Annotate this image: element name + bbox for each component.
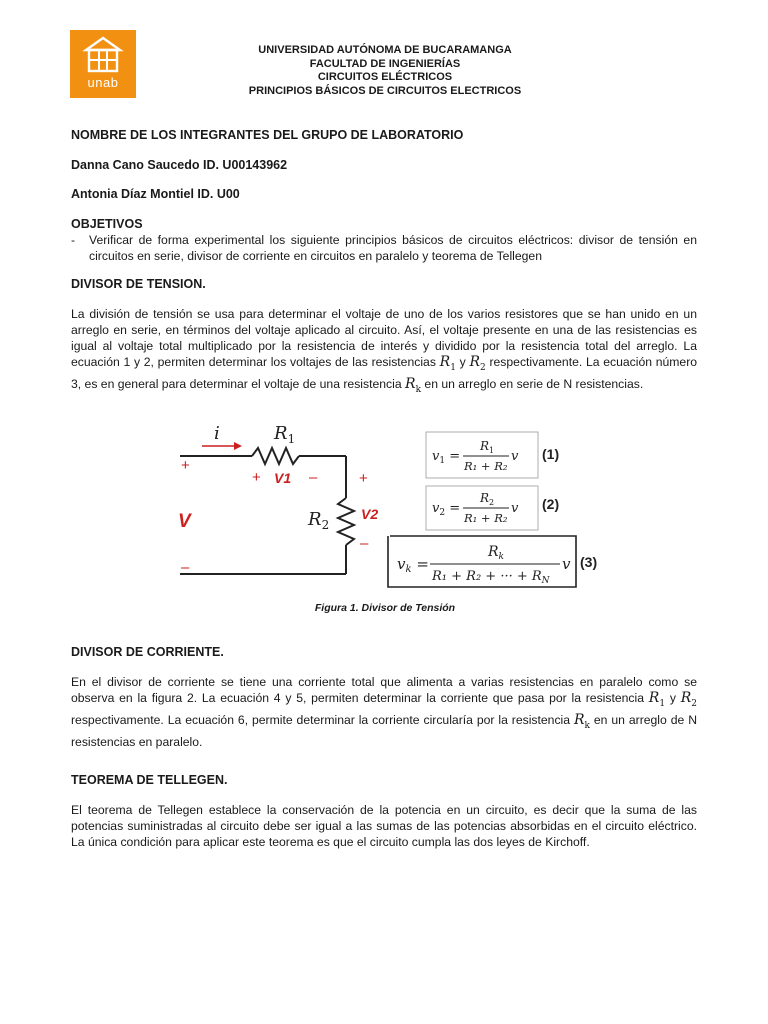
math-r2: $R_2$ xyxy=(680,690,698,709)
svg-text:R₁ + R₂: R₁ + R₂ xyxy=(464,459,508,473)
divisor-tension-heading: DIVISOR DE TENSION. xyxy=(71,277,206,291)
course-name: CIRCUITOS ELÉCTRICOS xyxy=(317,71,453,83)
dt-y: y xyxy=(459,355,466,369)
svg-text:R1: $R_1$ xyxy=(480,439,495,455)
r1-label: $R_1$ xyxy=(274,423,296,446)
arrow-head-icon xyxy=(234,442,242,450)
math-r2: $R_2$ xyxy=(469,354,486,373)
university-name: UNIVERSIDAD AUTÓNOMA DE BUCARAMANGA xyxy=(258,44,512,56)
equation-1 xyxy=(426,432,538,478)
document-header xyxy=(230,44,540,98)
tellegen-heading: TEOREMA DE TELLEGEN. xyxy=(71,773,228,787)
resistor-r2 xyxy=(338,498,354,545)
svg-text:v: v xyxy=(562,555,571,573)
dt-text-3: en un arreglo en serie de N resistencias. xyxy=(424,376,644,391)
svg-text:Rk: $R_k$ xyxy=(488,544,505,562)
equation-2 xyxy=(426,486,538,530)
building-icon xyxy=(70,32,136,76)
equation-2-label: (2) xyxy=(542,496,560,512)
math-rk: $R_k$ xyxy=(405,375,422,395)
v1-minus: – xyxy=(309,469,318,486)
figure-1-caption: Figura 1. Divisor de Tensión xyxy=(314,602,456,614)
r2-label: $R_2$ xyxy=(308,509,330,532)
svg-text:R2: $R_2$ xyxy=(480,491,495,507)
v1-plus: + xyxy=(252,469,261,486)
equation-3-label: (3) xyxy=(580,554,598,570)
v-label: V xyxy=(178,511,191,532)
dc-y: y xyxy=(669,691,676,705)
logo-text: unab xyxy=(87,75,119,90)
list-dash: - xyxy=(71,233,76,247)
dt-text-2: respectivamente. La ecuación número 3, es en general para determinar el voltaje de una resistencia xyxy=(71,355,698,391)
member-2: Antonia Díaz Montiel ID. U00 xyxy=(71,187,240,201)
math-r1: $R_1$ xyxy=(439,354,456,373)
svg-text:R₁ + R₂ + ··· + RN: R₁ + R₂ + ··· + $R_N$ xyxy=(432,569,550,586)
dc-text-2: respectivamente. La ecuación 6, permite determinar la corriente circularía por la resistencia xyxy=(71,712,571,727)
unab-logo xyxy=(70,30,136,98)
divisor-corriente-heading: DIVISOR DE CORRIENTE. xyxy=(71,645,224,659)
member-1: Danna Cano Saucedo ID. U00143962 xyxy=(71,158,288,172)
math-r1: $R_1$ xyxy=(648,690,666,709)
v2-label: V2 xyxy=(361,506,379,522)
divisor-corriente-paragraph xyxy=(71,674,697,750)
equation-1-label: (1) xyxy=(542,446,560,462)
equation-3 xyxy=(388,536,576,587)
dt-text-1: La división de tensión se usa para determinar el voltaje de uno de los varios resistores que se han unido en un arreglo en serie, en términos del voltaje aplicado al circuito. Así, el voltaje presente en una de las resistencias es igual al voltaje total multiplicado por la resistencia de interés y dividido por la resistencia total del arreglo. La ecuación 1 y 2, permiten determinar los voltajes de las resistencias xyxy=(71,307,697,369)
dc-text-3: en un arreglo de N resistencias en paralelo. xyxy=(71,712,697,749)
v-minus: – xyxy=(181,559,190,576)
figure-1-voltage-divider xyxy=(170,412,610,602)
tellegen-paragraph: El teorema de Tellegen establece la conservación de la potencia en un circuito, es decir que la suma de las potencias suministradas al circuito debe ser igual a las sumas de las potencias absorbidas en el circuito eléctrico. La única condición para aplicar este teorema es que el circuito cumpla las dos leyes de Kirchoff. xyxy=(71,803,697,849)
v2-minus: – xyxy=(360,535,369,552)
resistor-r1 xyxy=(252,448,299,464)
math-rk: $R_k$ xyxy=(573,711,590,731)
svg-text:R₁ + R₂: R₁ + R₂ xyxy=(464,511,508,525)
dc-text-1: En el divisor de corriente se tiene una corriente total que alimenta a varias resistencias en paralelo como se observa en la figura 2. La ecuación 4 y 5, permiten determinar la corriente que pasa por la resistencia xyxy=(71,675,697,705)
divisor-tension-paragraph xyxy=(71,306,697,398)
v-plus: + xyxy=(181,457,190,474)
current-label: i xyxy=(214,423,220,444)
v2-plus: + xyxy=(359,470,368,487)
group-title: NOMBRE DE LOS INTEGRANTES DEL GRUPO DE LABORATORIO xyxy=(71,128,464,142)
svg-text:vk =: $v_k$ = xyxy=(397,555,429,575)
objectives-text: Verificar de forma experimental los siguiente principios básicos de circuitos eléctricos: divisor de tensión en circuitos en serie, divisor de corriente en circuitos en paralelo y teorema de Tellegen xyxy=(89,233,697,263)
svg-text:v: v xyxy=(511,501,519,516)
v1-label: V1 xyxy=(274,470,292,486)
document-title: PRINCIPIOS BÁSICOS DE CIRCUITOS ELECTRICOS xyxy=(248,84,522,97)
faculty-name: FACULTAD DE INGENIERÍAS xyxy=(309,57,461,70)
objectives-heading: OBJETIVOS xyxy=(71,217,143,231)
svg-text:v: v xyxy=(511,449,519,464)
svg-text:v2 =: $v_2$ = xyxy=(432,501,461,518)
svg-text:v1 =: $v_1$ = xyxy=(432,449,461,466)
